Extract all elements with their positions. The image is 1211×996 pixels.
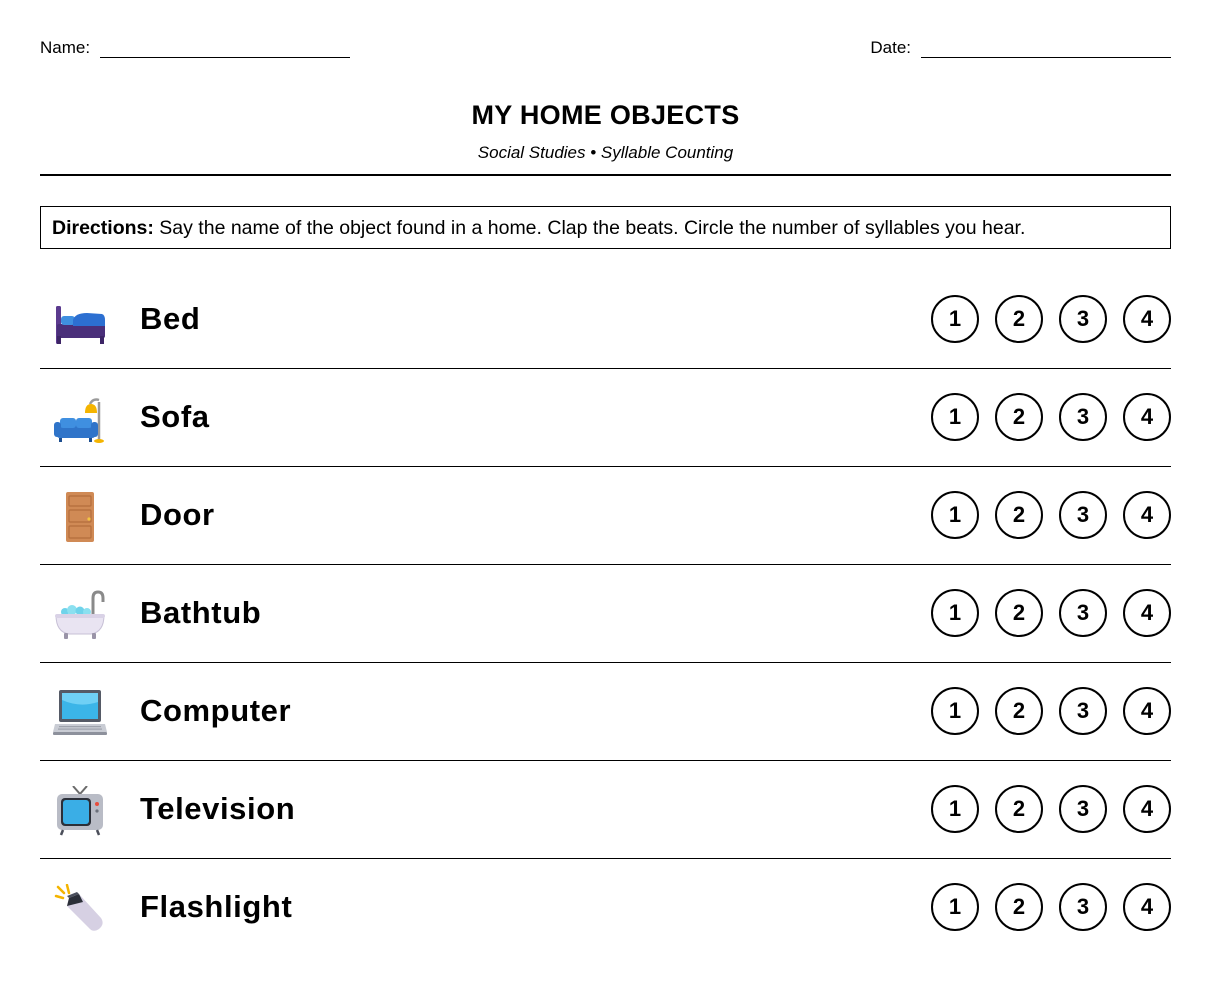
syllable-choices: [931, 687, 1171, 735]
name-field: [40, 38, 350, 58]
syllable-choices: [931, 393, 1171, 441]
word-row: [40, 663, 1171, 761]
syllable-choice-2[interactable]: 2: [995, 785, 1043, 833]
name-line[interactable]: [100, 41, 350, 58]
date-field: [870, 38, 1171, 58]
syllable-choice-4[interactable]: 4: [1123, 883, 1171, 931]
syllable-choice-1[interactable]: 1: [931, 687, 979, 735]
syllable-choice-4[interactable]: 4: [1123, 393, 1171, 441]
word-label: Computer: [140, 693, 292, 728]
bed-icon: [53, 296, 107, 346]
syllable-choice-1[interactable]: 1: [931, 295, 979, 343]
door-icon: [53, 492, 107, 542]
syllable-choice-3[interactable]: 3: [1059, 295, 1107, 343]
syllable-choice-1[interactable]: 1: [931, 883, 979, 931]
directions-label: Directions:: [52, 217, 154, 239]
syllable-choice-3[interactable]: 3: [1059, 589, 1107, 637]
word-row: [40, 271, 1171, 369]
syllable-choices: [931, 883, 1171, 931]
syllable-choices: [931, 589, 1171, 637]
word-row: [40, 565, 1171, 663]
word-row: [40, 761, 1171, 859]
word-label: Sofa: [140, 399, 210, 434]
syllable-choice-2[interactable]: 2: [995, 393, 1043, 441]
syllable-choice-2[interactable]: 2: [995, 295, 1043, 343]
date-line[interactable]: [921, 41, 1171, 58]
word-label: Flashlight: [140, 889, 293, 924]
page-title: MY HOME OBJECTS: [471, 100, 740, 130]
syllable-choice-2[interactable]: 2: [995, 883, 1043, 931]
syllable-choice-2[interactable]: 2: [995, 491, 1043, 539]
syllable-choice-1[interactable]: 1: [931, 589, 979, 637]
syllable-choice-1[interactable]: 1: [931, 393, 979, 441]
syllable-choice-1[interactable]: 1: [931, 491, 979, 539]
page-subtitle: Social Studies • Syllable Counting: [477, 143, 734, 162]
bathtub-icon: [53, 590, 107, 640]
directions-box: [40, 206, 1171, 249]
syllable-choices: [931, 491, 1171, 539]
flashlight-icon: [53, 884, 107, 934]
syllable-choice-4[interactable]: 4: [1123, 687, 1171, 735]
directions-text: Say the name of the object found in a home. Clap the beats. Circle the number of syllables you hear.: [159, 217, 1026, 239]
laptop-icon: [53, 688, 107, 738]
header-row: [40, 38, 1171, 62]
television-icon: [53, 786, 107, 836]
word-label: Bathtub: [140, 595, 262, 630]
title-divider: [40, 174, 1171, 176]
syllable-choice-2[interactable]: 2: [995, 687, 1043, 735]
word-row: [40, 467, 1171, 565]
syllable-choice-2[interactable]: 2: [995, 589, 1043, 637]
word-label: Door: [140, 497, 215, 532]
word-label: Television: [140, 791, 296, 826]
sofa-lamp-icon: [53, 394, 107, 444]
syllable-choice-3[interactable]: 3: [1059, 491, 1107, 539]
word-list: [40, 271, 1171, 956]
syllable-choice-3[interactable]: 3: [1059, 883, 1107, 931]
syllable-choice-3[interactable]: 3: [1059, 687, 1107, 735]
syllable-choice-3[interactable]: 3: [1059, 393, 1107, 441]
syllable-choice-4[interactable]: 4: [1123, 491, 1171, 539]
name-label: Name:: [40, 38, 91, 57]
syllable-choice-4[interactable]: 4: [1123, 785, 1171, 833]
syllable-choice-4[interactable]: 4: [1123, 295, 1171, 343]
syllable-choice-1[interactable]: 1: [931, 785, 979, 833]
syllable-choice-3[interactable]: 3: [1059, 785, 1107, 833]
syllable-choices: [931, 295, 1171, 343]
syllable-choices: [931, 785, 1171, 833]
word-label: Bed: [140, 301, 201, 336]
word-row: [40, 369, 1171, 467]
syllable-choice-4[interactable]: 4: [1123, 589, 1171, 637]
date-label: Date:: [870, 38, 911, 57]
word-row: [40, 859, 1171, 956]
